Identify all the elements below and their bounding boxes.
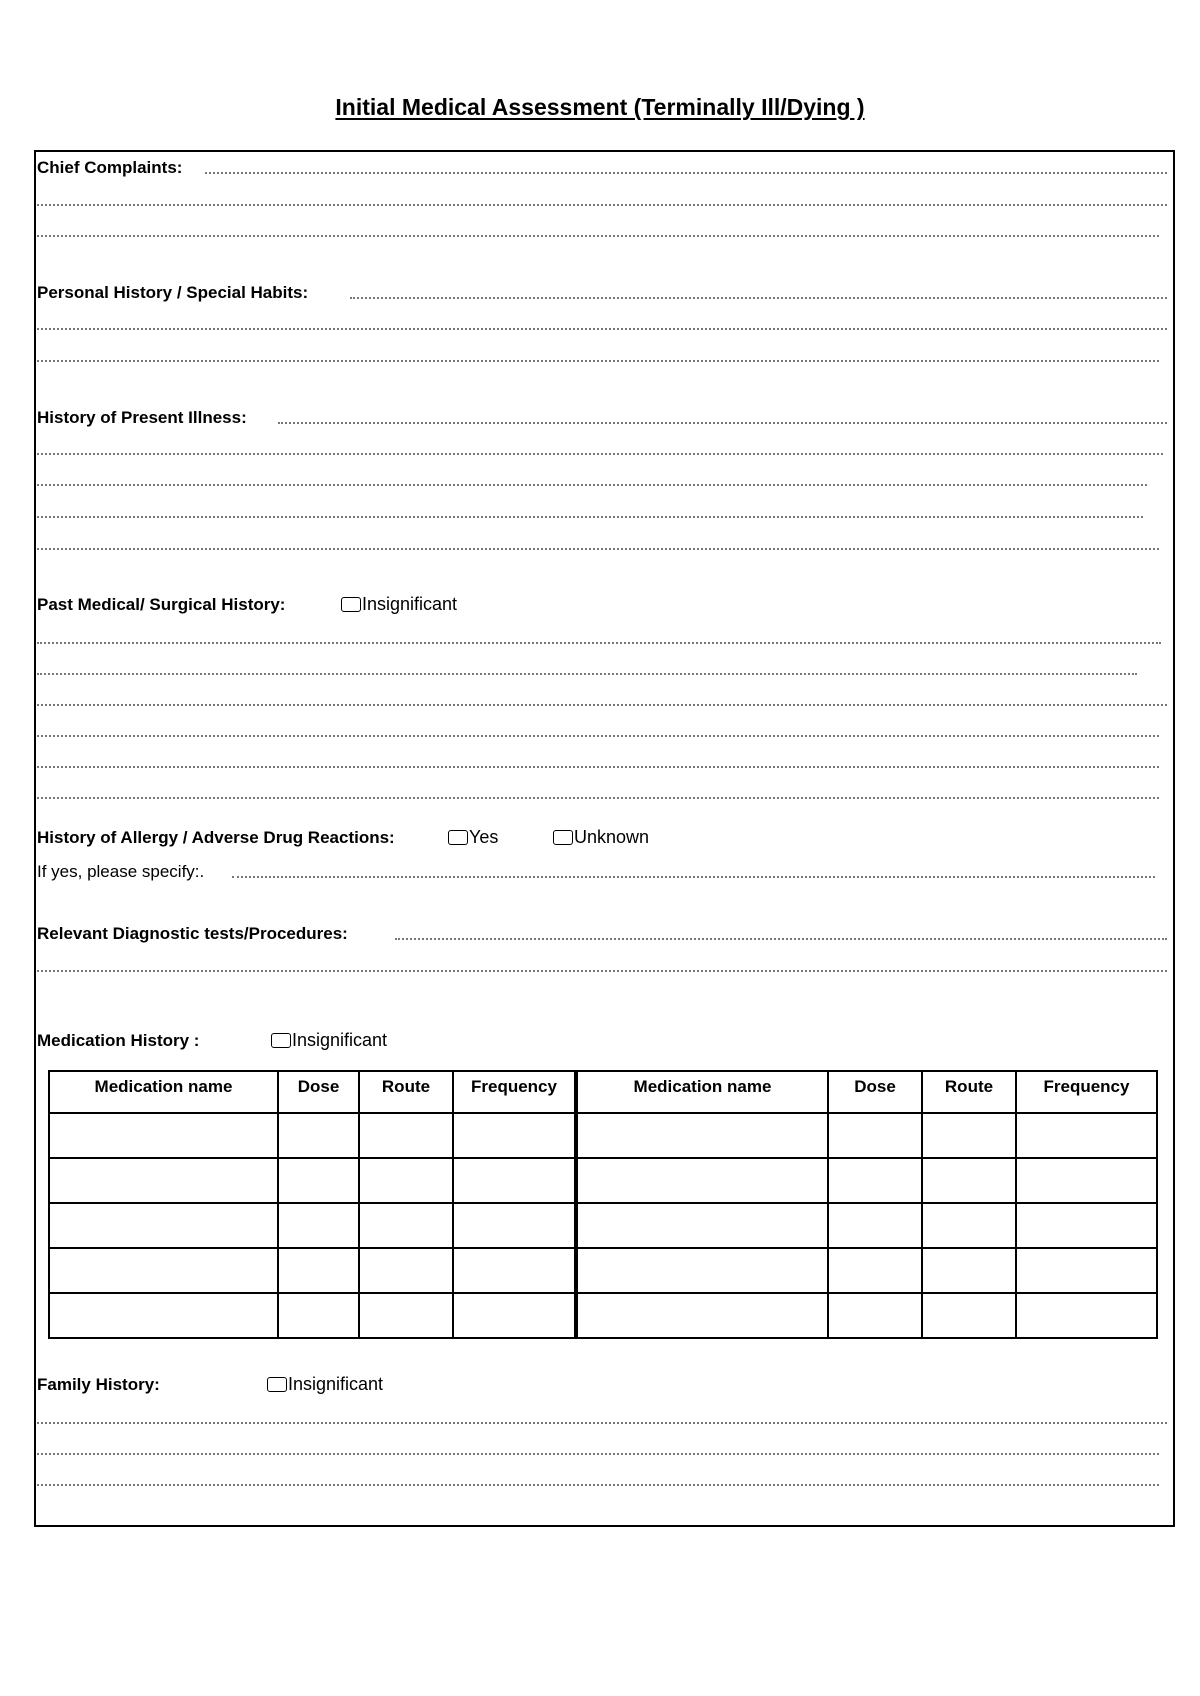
- allergy-yes-text: Yes: [469, 827, 499, 847]
- allergy-label: History of Allergy / Adverse Drug Reactions:: [37, 828, 395, 847]
- chief-complaints-line-2[interactable]: [37, 204, 1167, 206]
- medication-history-label: Medication History :: [37, 1031, 200, 1050]
- table-cell[interactable]: [453, 1248, 576, 1293]
- past-history-insignificant-checkbox[interactable]: [341, 597, 361, 612]
- past-history-label: Past Medical/ Surgical History:: [37, 595, 286, 614]
- table-cell[interactable]: [49, 1203, 278, 1248]
- allergy-unknown-checkbox[interactable]: [553, 830, 573, 845]
- family-history-line-1[interactable]: [37, 1422, 1167, 1424]
- table-cell[interactable]: [453, 1113, 576, 1158]
- table-cell[interactable]: [828, 1158, 922, 1203]
- medication-table-header-row: [49, 1071, 1157, 1113]
- medication-insignificant-text: Insignificant: [292, 1030, 388, 1050]
- table-cell[interactable]: [922, 1113, 1016, 1158]
- personal-history-line-2[interactable]: [37, 328, 1167, 330]
- medication-table: [48, 1070, 1158, 1339]
- table-cell[interactable]: [922, 1293, 1016, 1338]
- past-history-line-1[interactable]: [37, 642, 1161, 644]
- chief-complaints-line-3[interactable]: [37, 235, 1159, 237]
- table-cell[interactable]: [278, 1113, 359, 1158]
- table-cell[interactable]: [278, 1248, 359, 1293]
- present-illness-line-2[interactable]: [37, 453, 1163, 455]
- table-cell[interactable]: [278, 1203, 359, 1248]
- personal-history-line-1[interactable]: [350, 297, 1167, 299]
- table-cell[interactable]: [576, 1113, 828, 1158]
- past-history-insignificant-text: Insignificant: [362, 594, 458, 614]
- table-cell[interactable]: [49, 1293, 278, 1338]
- chief-complaints-line-1[interactable]: [205, 172, 1167, 174]
- table-cell[interactable]: [922, 1248, 1016, 1293]
- table-cell[interactable]: [453, 1158, 576, 1203]
- diagnostic-line-2[interactable]: [37, 970, 1167, 972]
- past-history-line-6[interactable]: [37, 797, 1159, 799]
- past-history-line-3[interactable]: [37, 704, 1167, 706]
- family-history-label: Family History:: [37, 1375, 160, 1394]
- family-insignificant-text: Insignificant: [288, 1374, 384, 1394]
- table-row: [49, 1248, 1157, 1293]
- table-cell[interactable]: [576, 1158, 828, 1203]
- diagnostic-label: Relevant Diagnostic tests/Procedures:: [37, 924, 348, 943]
- table-cell[interactable]: [278, 1158, 359, 1203]
- table-cell[interactable]: [453, 1203, 576, 1248]
- table-cell[interactable]: [828, 1203, 922, 1248]
- column-header-frequency: Frequency: [453, 1071, 576, 1113]
- table-cell[interactable]: [576, 1248, 828, 1293]
- form-title: Initial Medical Assessment (Terminally Ill/Dying ): [335, 94, 865, 120]
- column-header-route: Route: [359, 1071, 453, 1113]
- table-cell[interactable]: [1016, 1203, 1157, 1248]
- allergy-specify-line[interactable]: [232, 876, 1155, 878]
- table-cell[interactable]: [359, 1203, 453, 1248]
- table-cell[interactable]: [1016, 1113, 1157, 1158]
- table-cell[interactable]: [359, 1113, 453, 1158]
- table-cell[interactable]: [49, 1113, 278, 1158]
- past-history-line-2[interactable]: [37, 673, 1137, 675]
- table-cell[interactable]: [576, 1293, 828, 1338]
- table-cell[interactable]: [1016, 1248, 1157, 1293]
- medication-insignificant-option[interactable]: [271, 1030, 387, 1050]
- allergy-yes-checkbox[interactable]: [448, 830, 468, 845]
- present-illness-line-3[interactable]: [37, 484, 1147, 486]
- family-insignificant-checkbox[interactable]: [267, 1377, 287, 1392]
- table-cell[interactable]: [359, 1248, 453, 1293]
- table-cell[interactable]: [828, 1293, 922, 1338]
- allergy-yes-option[interactable]: [448, 827, 498, 847]
- present-illness-line-1[interactable]: [278, 422, 1167, 424]
- table-row: [49, 1203, 1157, 1248]
- allergy-unknown-option[interactable]: [553, 827, 649, 847]
- table-cell[interactable]: [576, 1203, 828, 1248]
- table-cell[interactable]: [922, 1158, 1016, 1203]
- column-header-dose: Dose: [278, 1071, 359, 1113]
- table-cell[interactable]: [922, 1203, 1016, 1248]
- past-history-line-4[interactable]: [37, 735, 1159, 737]
- column-header-medication-name: Medication name: [49, 1071, 278, 1113]
- table-cell[interactable]: [1016, 1158, 1157, 1203]
- table-cell[interactable]: [828, 1113, 922, 1158]
- table-row: [49, 1158, 1157, 1203]
- family-history-line-2[interactable]: [37, 1453, 1159, 1455]
- diagnostic-line-1[interactable]: [395, 938, 1167, 940]
- table-cell[interactable]: [278, 1293, 359, 1338]
- family-history-line-3[interactable]: [37, 1484, 1159, 1486]
- personal-history-line-3[interactable]: [37, 360, 1159, 362]
- column-header-dose-2: Dose: [828, 1071, 922, 1113]
- table-cell[interactable]: [49, 1158, 278, 1203]
- medication-insignificant-checkbox[interactable]: [271, 1033, 291, 1048]
- past-history-line-5[interactable]: [37, 766, 1159, 768]
- table-cell[interactable]: [828, 1248, 922, 1293]
- column-header-frequency-2: Frequency: [1016, 1071, 1157, 1113]
- present-illness-line-4[interactable]: [37, 516, 1143, 518]
- past-history-insignificant-option[interactable]: [341, 594, 457, 614]
- column-header-route-2: Route: [922, 1071, 1016, 1113]
- allergy-unknown-text: Unknown: [574, 827, 650, 847]
- table-cell[interactable]: [49, 1248, 278, 1293]
- table-cell[interactable]: [359, 1293, 453, 1338]
- table-cell[interactable]: [1016, 1293, 1157, 1338]
- table-row: [49, 1113, 1157, 1158]
- allergy-specify-label: If yes, please specify:.: [37, 862, 205, 881]
- personal-history-label: Personal History / Special Habits:: [37, 283, 309, 302]
- table-cell[interactable]: [359, 1158, 453, 1203]
- present-illness-label: History of Present Illness:: [37, 408, 247, 427]
- family-insignificant-option[interactable]: [267, 1374, 383, 1394]
- chief-complaints-label: Chief Complaints:: [37, 158, 183, 177]
- table-row: [49, 1293, 1157, 1338]
- present-illness-line-5[interactable]: [37, 548, 1159, 550]
- table-cell[interactable]: [453, 1293, 576, 1338]
- column-header-medication-name-2: Medication name: [576, 1071, 828, 1113]
